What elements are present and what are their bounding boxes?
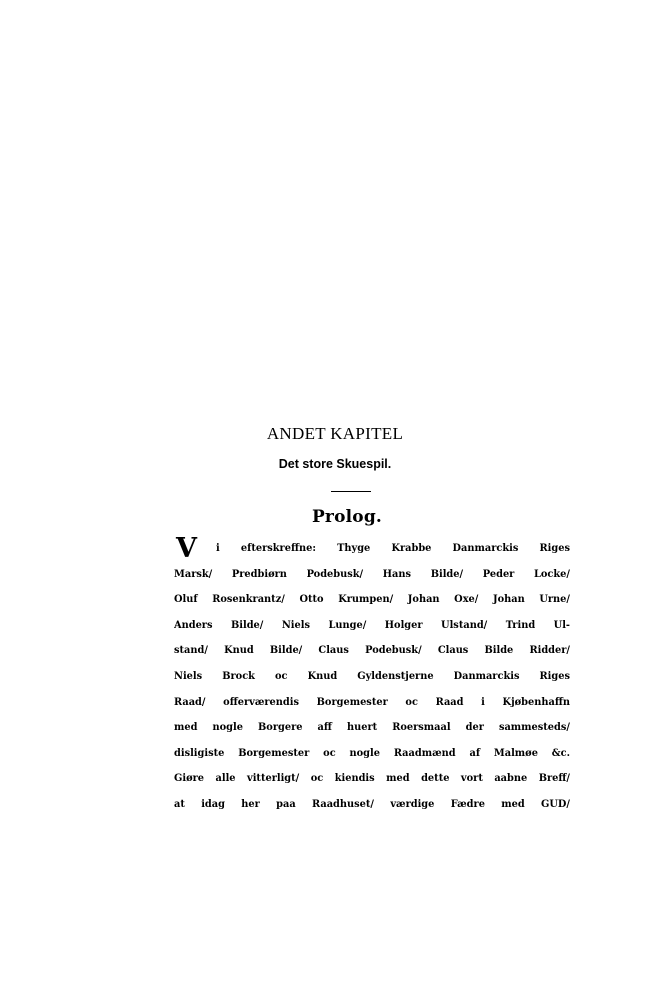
chapter-subtitle: Det store Skuespil.: [278, 457, 392, 471]
text-line: Oluf Rosenkrantz/ Otto Krumpen/ Johan Oxe/ Johan Urne/: [174, 594, 570, 606]
text-line: Anders Bilde/ Niels Lunge/ Holger Ulstand/ Trind Ul-: [174, 619, 570, 631]
text-line: Niels Brock oc Knud Gyldenstjerne Danmarckis Riges: [174, 670, 570, 682]
divider-rule: [331, 491, 371, 492]
text-line: i efterskreffne: Thyge Krabbe Danmarckis Riges: [216, 543, 570, 554]
text-line: disligiste Borgemester oc nogle Raadmænd af Malmøe &c.: [174, 747, 570, 759]
chapter-title: ANDET KAPITEL: [266, 424, 404, 443]
section-heading: Prolog.: [311, 507, 383, 527]
text-line: Giøre alle vitterligt/ oc kiendis med dette vort aabne Breff/: [174, 773, 570, 785]
text-line: med nogle Borgere aff huert Roersmaal der sammesteds/: [174, 722, 570, 734]
drop-cap: V: [176, 533, 197, 564]
text-line: Raad/ offerværendis Borgemester oc Raad i Kjøbenhaffn: [174, 696, 570, 708]
text-line: at idag her paa Raadhuset/ værdige Fædre med GUD/: [174, 798, 570, 810]
body-text: [174, 533, 570, 818]
text-line: Marsk/ Predbiørn Podebusk/ Hans Bilde/ Peder Locke/: [174, 568, 570, 580]
text-line: stand/ Knud Bilde/ Claus Podebusk/ Claus Bilde Ridder/: [174, 645, 570, 657]
